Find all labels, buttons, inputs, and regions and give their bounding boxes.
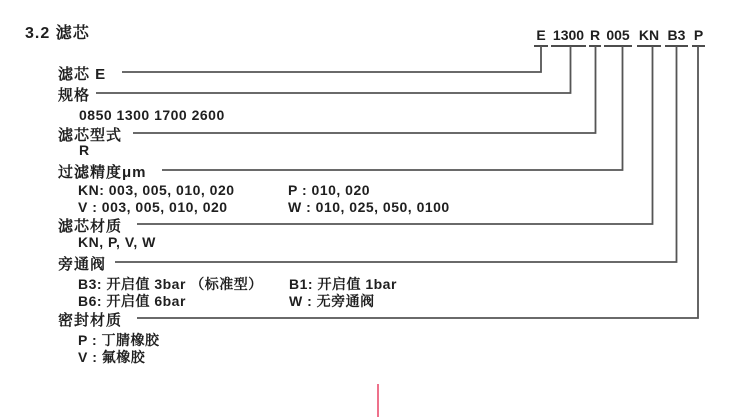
precision-option-v: V : 003, 005, 010, 020	[78, 199, 228, 215]
bypass-option-b6: B6: 开启值 6bar	[78, 293, 186, 309]
bypass-option-b1: B1: 开启值 1bar	[289, 276, 397, 292]
precision-option-w: W : 010, 025, 050, 0100	[288, 199, 450, 215]
label-type: 滤芯型式	[58, 124, 128, 145]
page-title: 3.2 滤芯	[25, 25, 90, 42]
code-segment-bypass: B3	[665, 27, 688, 47]
type-options: R	[79, 142, 90, 158]
label-precision: 过滤精度μm	[58, 161, 153, 182]
code-segment-seal: P	[692, 27, 705, 47]
code-segment-spec: 1300	[551, 27, 586, 47]
connector-bypass	[115, 46, 677, 262]
connector-element	[122, 46, 541, 72]
page-divider-line	[377, 384, 379, 417]
label-seal: 密封材质	[58, 309, 128, 330]
code-segment-element: E	[534, 27, 548, 47]
connector-precision	[162, 46, 623, 170]
material-options: KN, P, V, W	[78, 234, 156, 250]
connector-spec	[95, 46, 571, 93]
code-segment-precision: 005	[604, 27, 632, 47]
code-segment-type: R	[589, 27, 601, 47]
code-segment-material: KN	[637, 27, 661, 47]
bypass-option-w: W : 无旁通阀	[289, 293, 375, 309]
label-spec: 规格	[58, 84, 96, 105]
precision-option-p: P : 010, 020	[288, 182, 371, 198]
label-bypass: 旁通阀	[58, 253, 112, 274]
bypass-option-b3: B3: 开启值 3bar （标准型）	[78, 276, 263, 292]
label-element: 滤芯 E	[58, 63, 112, 84]
seal-option-p: P : 丁腈橡胶	[78, 332, 160, 348]
label-material: 滤芯材质	[58, 215, 128, 236]
seal-option-v: V : 氟橡胶	[78, 349, 146, 365]
spec-options: 0850 1300 1700 2600	[79, 107, 225, 123]
precision-option-kn: KN: 003, 005, 010, 020	[78, 182, 235, 198]
